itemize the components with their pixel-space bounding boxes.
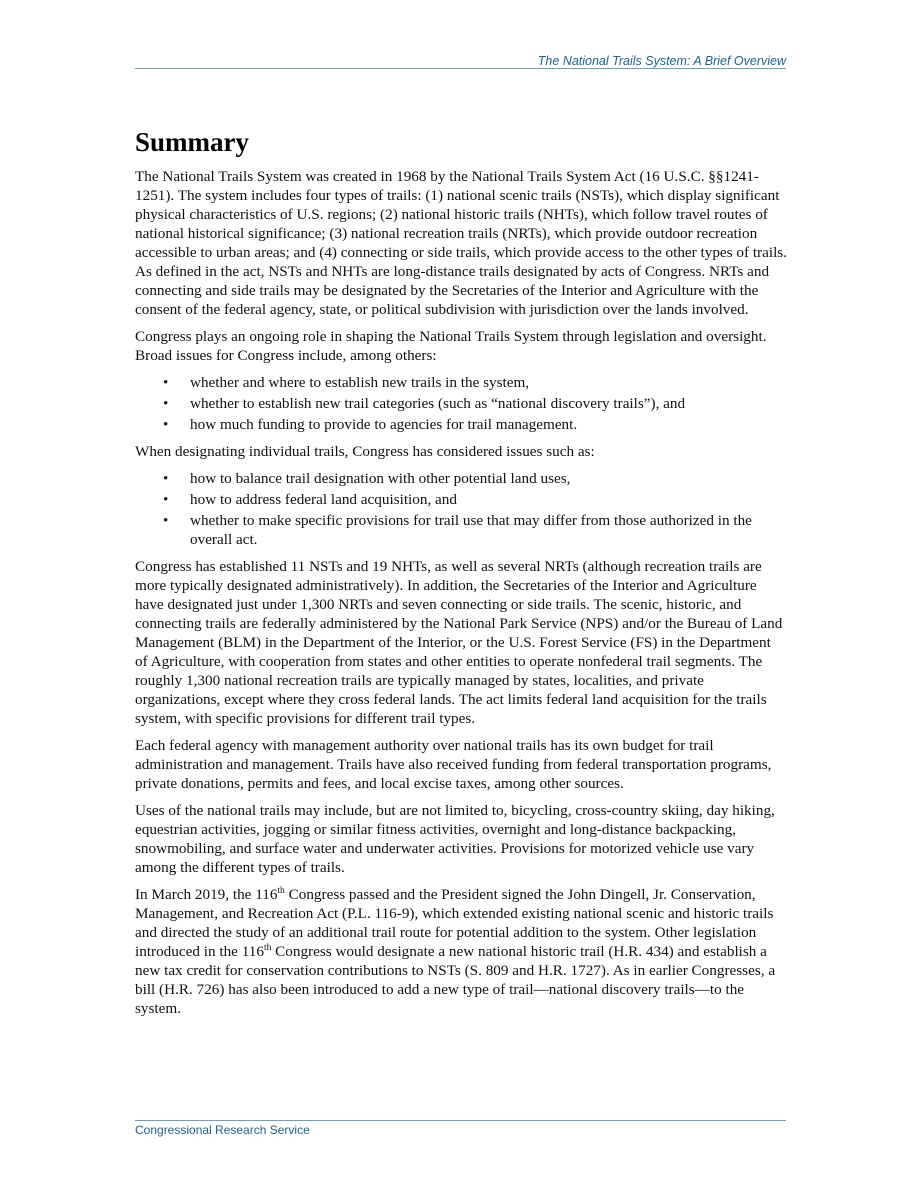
- summary-paragraph-7: [135, 885, 787, 1018]
- ordinal-suffix: th: [263, 942, 272, 953]
- designation-issues-list: [135, 469, 787, 549]
- summary-paragraph-1: The National Trails System was created in 1968 by the National Trails System Act (16 U.S.C. §§1241-1251). The system includes four types of trails: (1) national scenic trails (NSTs), which display significant physical characteristics of U.S. regions; (2) national historic trails (NHTs), which follow travel routes of national historical significance; (3) national recreation trails (NRTs), which provide outdoor recreation accessible to urban areas; and (4) connecting or side trails, which provide access to the other types of trails. As defined in the act, NSTs and NHTs are long-distance trails designated by acts of Congress. NRTs and connecting and side trails may be designated by the Secretaries of the Interior and Agriculture with the consent of the federal agency, state, or political subdivision with jurisdiction over the lands involved.: [135, 168, 787, 318]
- paragraph-text: Congress passed and the President signed the John Dingell, Jr. Conservation, Management, and Recreation Act (P.L. 116-9), which extended existing national scenic and historic trails and directed the study of an additional trail route for potential addition to the system. Other legislation introduced in the 116: [135, 886, 774, 960]
- list-item: • whether to make specific provisions for trail use that may differ from those authorized in the overall act.: [135, 511, 787, 549]
- issues-list: [135, 373, 787, 434]
- paragraph-text: In March 2019, the 116: [135, 886, 278, 903]
- ordinal-suffix: th: [277, 885, 285, 896]
- list-item: • whether to establish new trail categories (such as “national discovery trails”), and: [135, 394, 787, 413]
- summary-paragraph-6: Uses of the national trails may include, but are not limited to, bicycling, cross-country skiing, day hiking, equestrian activities, jogging or similar fitness activities, overnight and long-distance backpacking, snowmobiling, and surface water and underwater activities. Provisions for motorized vehicle use vary among the different types of trails.: [135, 802, 775, 876]
- list-item: • how much funding to provide to agencies for trail management.: [135, 415, 787, 434]
- summary-paragraph-3: When designating individual trails, Congress has considered issues such as:: [135, 443, 595, 460]
- summary-paragraph-4: Congress has established 11 NSTs and 19 NHTs, as well as several NRTs (although recreation trails are more typically designated administratively). In addition, the Secretaries of the Interior and Agriculture have designated just under 1,300 NRTs and seven connecting or side trails. The scenic, historic, and connecting trails are federally administered by the National Park Service (NPS) and/or the Bureau of Land Management (BLM) in the Department of the Interior, or the U.S. Forest Service (FS) in the Department of Agriculture, with cooperation from states and other entities to operate nonfederal trail segments. The roughly 1,300 national recreation trails are typically managed by states, localities, and private organizations, except where they cross federal lands. The act limits federal land acquisition for the trails system, with specific provisions for different trail types.: [135, 558, 783, 727]
- section-heading: Summary: [135, 127, 249, 157]
- header-divider: [135, 68, 786, 69]
- summary-section: [135, 125, 787, 1026]
- list-item: • how to address federal land acquisition, and: [135, 490, 787, 509]
- footer-publisher: Congressional Research Service: [135, 1123, 310, 1137]
- list-item: • how to balance trail designation with other potential land uses,: [135, 469, 787, 488]
- running-header-title: The National Trails System: A Brief Overview: [537, 54, 786, 68]
- paragraph-text: Congress would designate a new national historic trail (H.R. 434) and establish a new tax credit for conservation contributions to NSTs (S. 809 and H.R. 1727). As in earlier Congresses, a bill (H.R. 726) has also been introduced to add a new type of trail—national discovery trails—to the system.: [135, 943, 776, 1017]
- list-item: • whether and where to establish new trails in the system,: [135, 373, 787, 392]
- summary-paragraph-5: Each federal agency with management authority over national trails has its own budget for trail administration and management. Trails have also received funding from federal transportation programs, private donations, permits and fees, and local excise taxes, among other sources.: [135, 737, 772, 792]
- summary-paragraph-2: Congress plays an ongoing role in shaping the National Trails System through legislation and oversight. Broad issues for Congress include, among others:: [135, 328, 767, 364]
- footer-divider: [135, 1120, 786, 1121]
